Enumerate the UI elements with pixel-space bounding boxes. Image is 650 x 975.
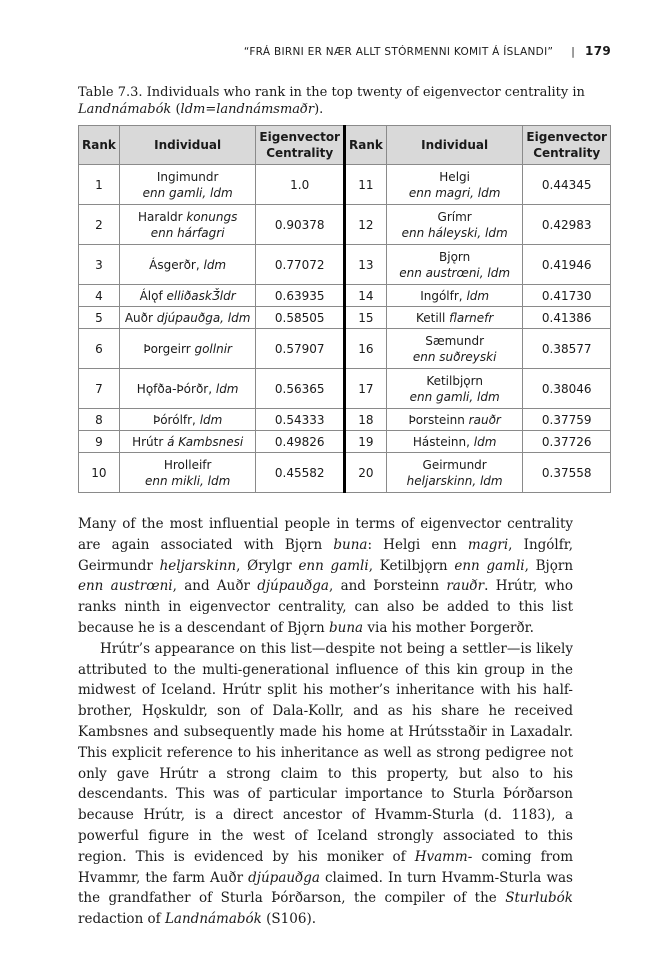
individual-epithet: enn suðreyski — [412, 349, 497, 364]
individual-cell — [386, 245, 523, 285]
italic-text: buna — [333, 536, 368, 553]
text-run: claimed. In turn Hvamm-Sturla was the grandfather of Sturla Þórðarson, the compiler of the — [78, 869, 573, 907]
caption-middle: ( — [171, 102, 181, 117]
italic-text: djúpauðga — [257, 578, 329, 595]
centrality-cell: 0.42983 — [523, 205, 611, 245]
individual-name: Hrolleifr — [163, 457, 212, 472]
caption-abbreviation: ldm=landnámsmaðr — [180, 102, 315, 117]
individual-epithet: rauðr — [468, 412, 501, 427]
rank-cell: 12 — [344, 205, 386, 245]
rank-cell: 15 — [344, 307, 386, 329]
individual-cell — [386, 369, 523, 409]
rank-cell: 7 — [79, 369, 120, 409]
centrality-cell: 0.90378 — [256, 205, 345, 245]
centrality-cell: 0.38046 — [523, 369, 611, 409]
individual-cell — [119, 409, 256, 431]
individual-name: Hǫfða-Þórðr, — [136, 381, 216, 396]
caption-book-title: Landnámabók — [78, 102, 172, 117]
centrality-cell: 0.41386 — [523, 307, 611, 329]
individual-epithet: enn gamli, ldm — [142, 185, 233, 200]
italic-text: Landnámabók — [164, 911, 262, 928]
text-run: Hrútr’s appearance on this list—despite not being a settler—is likely attributed to the multi-generational influence of this kin group in the midwest of Iceland. Hrútr split his mother’s inheritance with his half-brother, Hǫskuldr, son of Dala-Kollr, and as his share he received Kambsnes and subsequently made his home at Hrútsstaðir in Laxadalr. This explicit reference to his inheritance as well as strong pedigree not only gave Hrútr a strong claim to this property, but also to his descendants. This was of particular importance to Sturla Þórðarson because Hrútr, is a direct ancestor of Hvamm-Sturla (d. 1183), a powerful figure in the west of Iceland strongly associated to this region. This is evidenced by his moniker of — [78, 640, 573, 865]
rank-cell: 16 — [344, 329, 386, 369]
centrality-cell: 0.54333 — [256, 409, 345, 431]
individual-cell — [386, 165, 523, 205]
centrality-cell: 0.45582 — [256, 453, 345, 493]
italic-text: enn gamli — [454, 557, 525, 574]
individual-name: Grímr — [437, 209, 472, 224]
caption-prefix: Table 7.3. Individuals who rank in the top twenty of eigenvector centrality in — [78, 85, 585, 100]
rank-cell: 17 — [344, 369, 386, 409]
rank-cell: 13 — [344, 245, 386, 285]
text-run: coming from Hvammr, the farm Auðr — [78, 848, 573, 886]
individual-name: Hrútr — [132, 434, 168, 449]
table-row — [79, 329, 611, 369]
individual-name: Haraldr — [137, 209, 187, 224]
table-row — [79, 369, 611, 409]
individual-cell — [386, 453, 523, 493]
individual-cell — [386, 307, 523, 329]
text-run: (S106). — [261, 911, 317, 928]
centrality-cell: 0.77072 — [256, 245, 345, 285]
body-text — [78, 514, 573, 930]
italic-text: magri — [467, 536, 509, 553]
running-header — [0, 44, 611, 58]
individual-name: Álǫf — [139, 288, 167, 303]
individual-name: Ketilbjǫrn — [426, 373, 483, 388]
centrality-cell: 1.0 — [256, 165, 345, 205]
italic-text: enn austrœni — [78, 578, 173, 595]
italic-text: heljarskinn — [159, 557, 237, 574]
individual-name: Ketill — [415, 310, 450, 325]
text-run: via his mother Þorgerðr. — [363, 619, 534, 636]
centrality-cell: 0.44345 — [523, 165, 611, 205]
centrality-cell: 0.57907 — [256, 329, 345, 369]
individual-name: Helgi — [439, 169, 470, 184]
centrality-cell: 0.37558 — [523, 453, 611, 493]
rank-cell: 18 — [344, 409, 386, 431]
centrality-cell: 0.63935 — [256, 285, 345, 307]
header-individual: Individual — [386, 126, 523, 165]
individual-name: Ásgerðr, — [149, 257, 204, 272]
rank-cell: 6 — [79, 329, 120, 369]
centrality-cell: 0.49826 — [256, 431, 345, 453]
individual-cell — [119, 245, 256, 285]
table-row — [79, 409, 611, 431]
individual-epithet: flarnefr — [449, 310, 494, 325]
header-rank: Rank — [79, 126, 120, 165]
individual-cell — [386, 409, 523, 431]
rank-cell: 9 — [79, 431, 120, 453]
italic-text: Hvamm- — [414, 848, 473, 865]
individual-cell — [119, 369, 256, 409]
rank-cell: 4 — [79, 285, 120, 307]
individual-cell — [119, 165, 256, 205]
individual-cell — [386, 285, 523, 307]
individual-epithet: enn háleyski, ldm — [401, 225, 508, 240]
table-row — [79, 285, 611, 307]
individual-name: Hásteinn, — [412, 434, 474, 449]
individual-epithet: djúpauðga, ldm — [156, 310, 251, 325]
individual-epithet: á Kambsnesi — [167, 434, 244, 449]
rank-cell: 14 — [344, 285, 386, 307]
text-run: redaction of — [78, 911, 165, 928]
individual-name: Þorgeirr — [143, 341, 195, 356]
individual-name: Þórólfr, — [152, 412, 200, 427]
italic-text: rauðr — [446, 578, 485, 595]
individual-epithet: konungs — [186, 209, 238, 224]
individual-epithet: enn hárfagri — [150, 225, 225, 240]
individual-epithet: enn mikli, ldm — [144, 473, 231, 488]
text-run: . Hrútr, who ranks ninth in eigenvector centrality, can also be added to this list because he is a descendant of Bjǫrn — [78, 578, 573, 636]
individual-epithet: heljarskinn, ldm — [406, 473, 503, 488]
rank-cell: 3 — [79, 245, 120, 285]
rank-cell: 1 — [79, 165, 120, 205]
individual-cell — [119, 329, 256, 369]
text-run: , Ingólfr, Geirmundr — [78, 536, 573, 574]
individual-cell — [119, 453, 256, 493]
paragraph — [78, 514, 573, 639]
table-row — [79, 307, 611, 329]
individual-cell — [386, 205, 523, 245]
individual-epithet: ldm — [203, 257, 227, 272]
rank-cell: 10 — [79, 453, 120, 493]
individual-epithet: ldm — [215, 381, 239, 396]
text-run: , and Auðr — [172, 578, 258, 595]
italic-text: Sturlubók — [505, 890, 573, 907]
caption-suffix: ). — [314, 102, 324, 117]
text-run: Many of the most influential people in terms of eigenvector centrality are again associated with Bjǫrn — [78, 516, 573, 553]
individual-epithet: elliðaskǮldr — [166, 288, 236, 303]
individual-epithet: gollnir — [194, 341, 232, 356]
individual-epithet: ldm — [473, 434, 497, 449]
individual-cell — [386, 431, 523, 453]
table-header-row — [79, 126, 611, 165]
paragraph — [78, 639, 573, 930]
table-row — [79, 245, 611, 285]
running-title: “FRÁ BIRNI ER NÆR ALLT STÓRMENNI KOMIT Á ÍSLANDI” — [243, 46, 554, 58]
individual-cell — [119, 307, 256, 329]
header-rank: Rank — [344, 126, 386, 165]
table-caption — [78, 84, 598, 118]
centrality-cell: 0.41946 — [523, 245, 611, 285]
rank-cell: 11 — [344, 165, 386, 205]
rank-cell: 5 — [79, 307, 120, 329]
centrality-table — [78, 125, 611, 493]
centrality-cell: 0.37759 — [523, 409, 611, 431]
text-run: : Helgi enn — [367, 536, 468, 553]
individual-name: Ingólfr, — [420, 288, 467, 303]
individual-epithet: enn gamli, ldm — [409, 389, 500, 404]
individual-name: Þorsteinn — [408, 412, 469, 427]
table-row — [79, 165, 611, 205]
individual-epithet: ldm — [199, 412, 223, 427]
centrality-cell: 0.37726 — [523, 431, 611, 453]
table-row — [79, 453, 611, 493]
header-separator: | — [571, 46, 576, 58]
individual-cell — [119, 285, 256, 307]
header-eigenvector: Eigenvector Centrality — [256, 126, 345, 165]
individual-epithet: ldm — [466, 288, 490, 303]
individual-epithet: enn magri, ldm — [408, 185, 501, 200]
centrality-cell: 0.41730 — [523, 285, 611, 307]
italic-text: buna — [329, 619, 364, 636]
individual-epithet: enn austrœni, ldm — [399, 265, 511, 280]
individual-name: Ingimundr — [156, 169, 219, 184]
page-number: 179 — [585, 44, 611, 58]
centrality-cell: 0.56365 — [256, 369, 345, 409]
individual-cell — [386, 329, 523, 369]
table-body — [79, 165, 611, 493]
individual-name: Sæmundr — [425, 333, 485, 348]
text-run: , Ketilbjǫrn — [368, 557, 455, 574]
table-row — [79, 431, 611, 453]
individual-cell — [119, 431, 256, 453]
individual-name: Geirmundr — [422, 457, 487, 472]
text-run: , Bjǫrn — [524, 557, 574, 574]
italic-text: djúpauðga — [248, 869, 320, 886]
rank-cell: 19 — [344, 431, 386, 453]
header-eigenvector: Eigenvector Centrality — [523, 126, 611, 165]
centrality-cell: 0.58505 — [256, 307, 345, 329]
rank-cell: 2 — [79, 205, 120, 245]
rank-cell: 20 — [344, 453, 386, 493]
text-run: , Ørylgr — [236, 557, 299, 574]
centrality-cell: 0.38577 — [523, 329, 611, 369]
individual-name: Auðr — [124, 310, 157, 325]
individual-cell — [119, 205, 256, 245]
italic-text: enn gamli — [298, 557, 369, 574]
table-row — [79, 205, 611, 245]
individual-name: Bjǫrn — [439, 249, 471, 264]
rank-cell: 8 — [79, 409, 120, 431]
text-run: , and Þorsteinn — [328, 578, 447, 595]
header-individual: Individual — [119, 126, 256, 165]
